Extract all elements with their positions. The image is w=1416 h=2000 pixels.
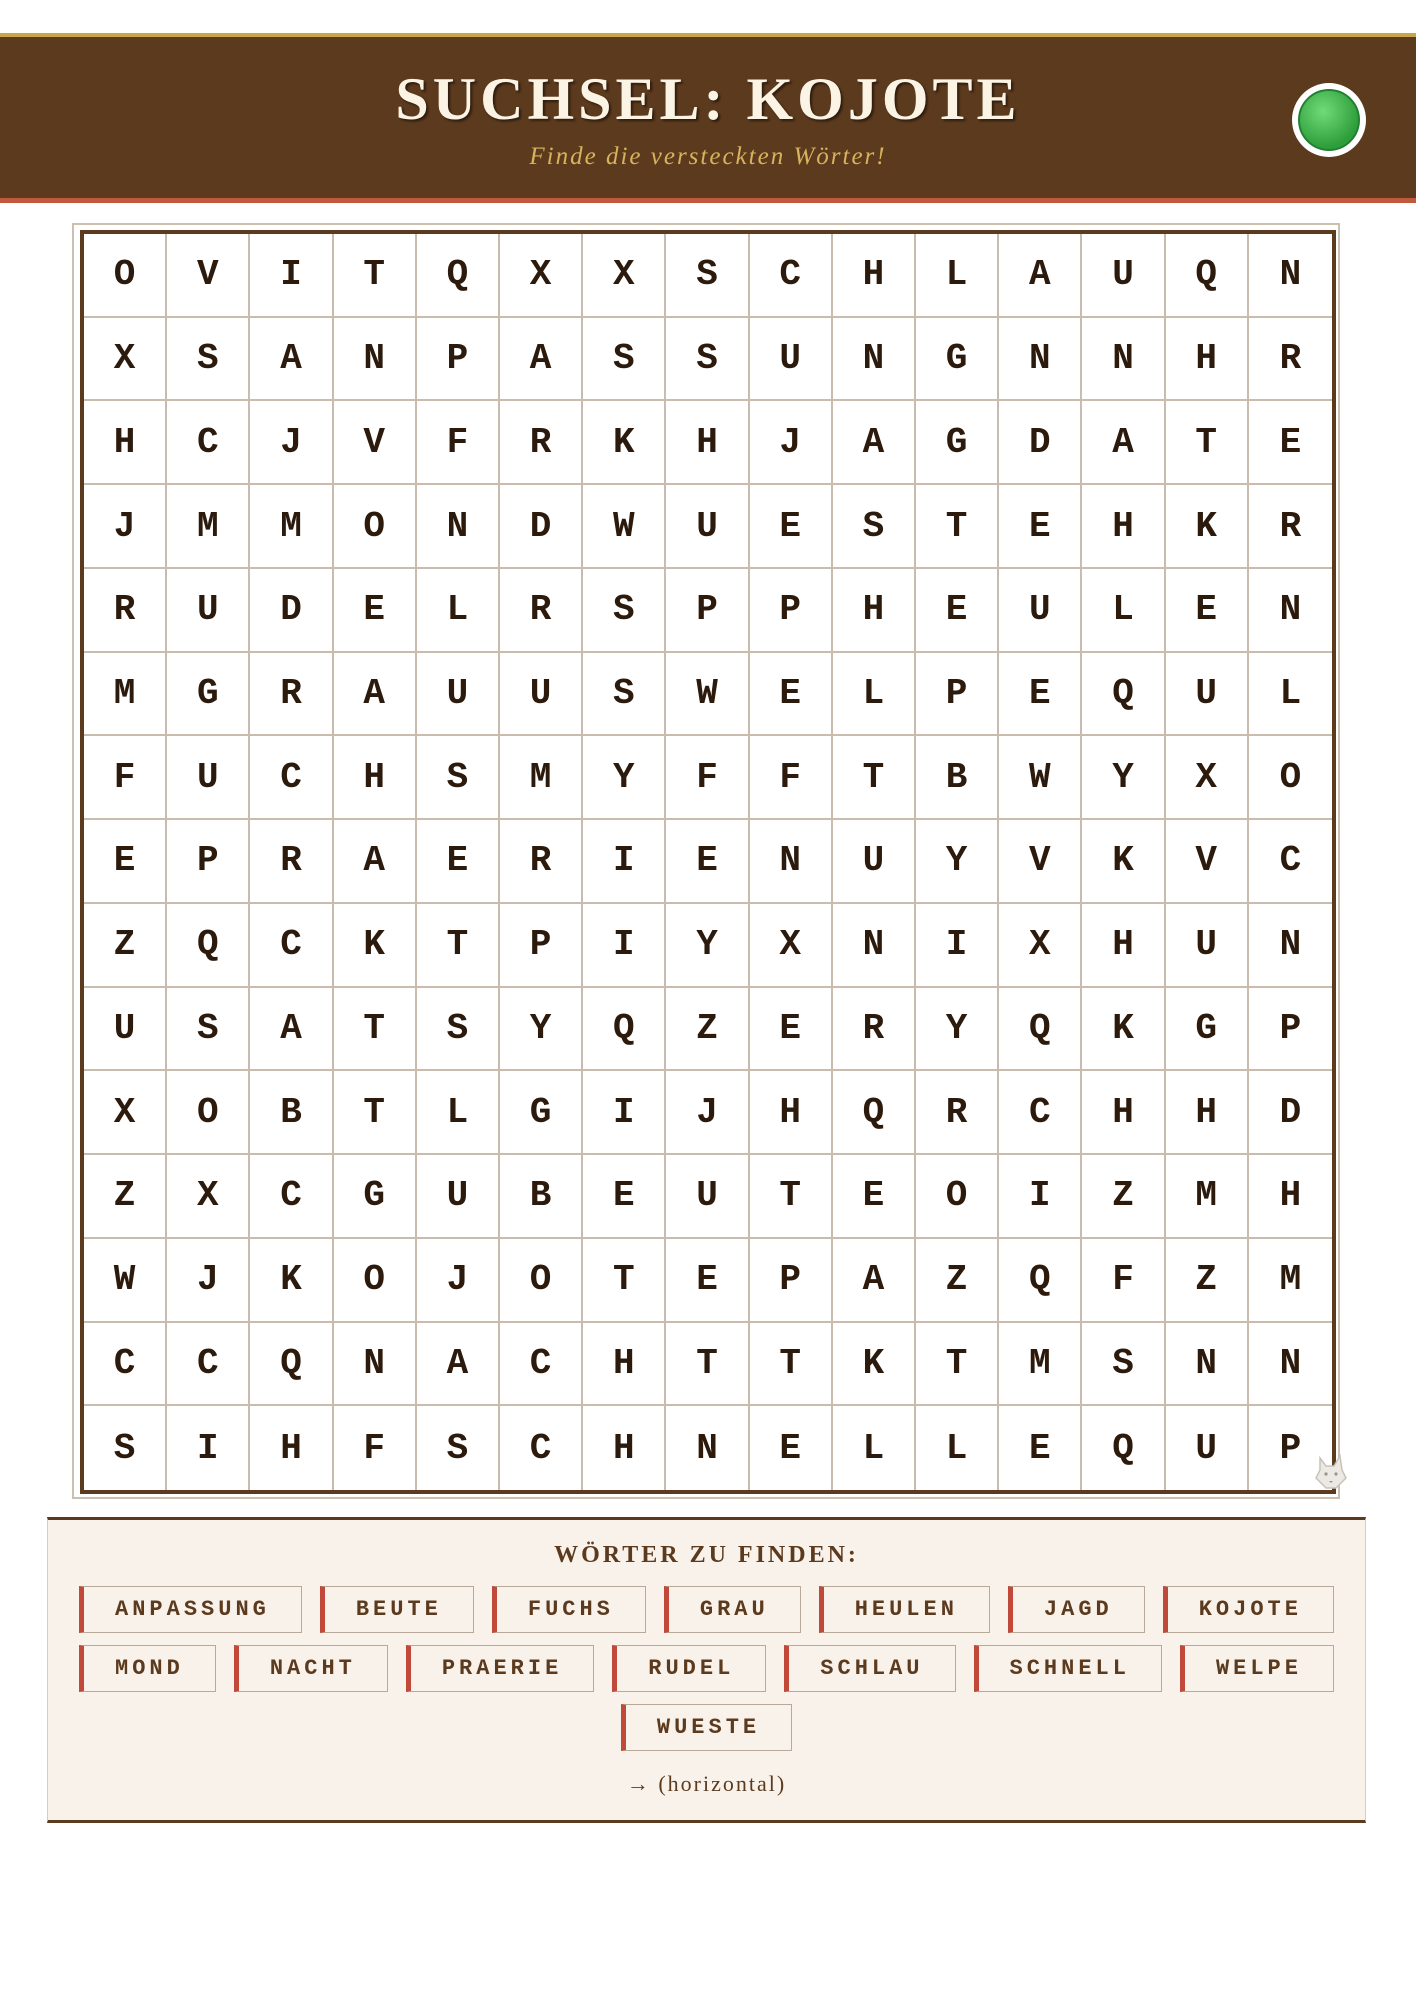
grid-cell[interactable]: X: [1166, 736, 1249, 820]
grid-cell[interactable]: O: [500, 1239, 583, 1323]
grid-cell[interactable]: A: [250, 988, 333, 1072]
grid-cell[interactable]: S: [833, 485, 916, 569]
grid-cell[interactable]: J: [417, 1239, 500, 1323]
grid-cell[interactable]: G: [500, 1071, 583, 1155]
grid-cell[interactable]: P: [1249, 988, 1332, 1072]
grid-cell[interactable]: I: [167, 1406, 250, 1490]
grid-cell[interactable]: X: [167, 1155, 250, 1239]
grid-cell[interactable]: N: [1082, 318, 1165, 402]
grid-cell[interactable]: N: [750, 820, 833, 904]
grid-cell[interactable]: A: [833, 401, 916, 485]
grid-cell[interactable]: Q: [999, 988, 1082, 1072]
grid-cell[interactable]: R: [500, 820, 583, 904]
grid-cell[interactable]: I: [250, 234, 333, 318]
grid-cell[interactable]: F: [334, 1406, 417, 1490]
grid-cell[interactable]: E: [999, 653, 1082, 737]
grid-cell[interactable]: O: [167, 1071, 250, 1155]
grid-cell[interactable]: N: [833, 904, 916, 988]
grid-cell[interactable]: P: [500, 904, 583, 988]
grid-cell[interactable]: I: [583, 820, 666, 904]
grid-cell[interactable]: S: [417, 736, 500, 820]
grid-cell[interactable]: U: [1166, 1406, 1249, 1490]
grid-cell[interactable]: L: [833, 1406, 916, 1490]
grid-cell[interactable]: E: [666, 820, 749, 904]
word-tag: SCHNELL: [974, 1645, 1162, 1692]
grid-cell[interactable]: T: [334, 988, 417, 1072]
grid-cell[interactable]: A: [250, 318, 333, 402]
grid-cell[interactable]: W: [666, 653, 749, 737]
grid-cell[interactable]: E: [999, 1406, 1082, 1490]
direction-legend: → (horizontal): [626, 1771, 787, 1796]
grid-cell[interactable]: U: [833, 820, 916, 904]
grid-cell[interactable]: U: [666, 1155, 749, 1239]
grid-cell[interactable]: X: [750, 904, 833, 988]
grid-cell[interactable]: A: [833, 1239, 916, 1323]
grid-cell[interactable]: X: [500, 234, 583, 318]
grid-cell[interactable]: S: [666, 318, 749, 402]
grid-cell[interactable]: Z: [1082, 1155, 1165, 1239]
grid-cell[interactable]: G: [916, 318, 999, 402]
word-row: [79, 1586, 1334, 1633]
grid-cell[interactable]: Q: [417, 234, 500, 318]
grid-cell[interactable]: R: [1249, 485, 1332, 569]
grid-cell[interactable]: H: [666, 401, 749, 485]
grid-cell[interactable]: O: [334, 1239, 417, 1323]
word-tag: MOND: [79, 1645, 216, 1692]
grid-cell[interactable]: E: [417, 820, 500, 904]
grid-cell[interactable]: H: [1249, 1155, 1332, 1239]
grid-cell[interactable]: C: [500, 1406, 583, 1490]
grid-cell[interactable]: I: [583, 904, 666, 988]
grid-cell[interactable]: Z: [84, 1155, 167, 1239]
page-subtitle: Finde die versteckten Wörter!: [529, 143, 887, 170]
grid-cell[interactable]: Q: [167, 904, 250, 988]
grid-cell[interactable]: Y: [916, 820, 999, 904]
grid-cell[interactable]: O: [84, 234, 167, 318]
grid-cell[interactable]: S: [583, 318, 666, 402]
grid-cell[interactable]: P: [417, 318, 500, 402]
grid-cell[interactable]: N: [1249, 1323, 1332, 1407]
grid-cell[interactable]: L: [833, 653, 916, 737]
grid-cell[interactable]: E: [833, 1155, 916, 1239]
grid-cell[interactable]: B: [250, 1071, 333, 1155]
grid-cell[interactable]: H: [1166, 1071, 1249, 1155]
grid-cell[interactable]: H: [1166, 318, 1249, 402]
grid-cell[interactable]: T: [334, 1071, 417, 1155]
grid-cell[interactable]: J: [84, 485, 167, 569]
word-tag: PRAERIE: [406, 1645, 594, 1692]
grid-cell[interactable]: N: [999, 318, 1082, 402]
grid-cell[interactable]: Y: [916, 988, 999, 1072]
grid-cell[interactable]: F: [666, 736, 749, 820]
grid-cell[interactable]: Y: [500, 988, 583, 1072]
grid-cell[interactable]: C: [84, 1323, 167, 1407]
grid-cell[interactable]: O: [334, 485, 417, 569]
grid-cell[interactable]: R: [250, 653, 333, 737]
grid-cell[interactable]: D: [1249, 1071, 1332, 1155]
grid-cell[interactable]: S: [167, 318, 250, 402]
grid-cell[interactable]: A: [417, 1323, 500, 1407]
grid-cell[interactable]: T: [334, 234, 417, 318]
grid-cell[interactable]: E: [999, 485, 1082, 569]
grid-cell[interactable]: H: [84, 401, 167, 485]
grid-cell[interactable]: T: [916, 485, 999, 569]
grid-cell[interactable]: E: [750, 485, 833, 569]
grid-cell[interactable]: M: [999, 1323, 1082, 1407]
grid-cell[interactable]: A: [500, 318, 583, 402]
grid-cell[interactable]: H: [1082, 1071, 1165, 1155]
grid-cell[interactable]: X: [999, 904, 1082, 988]
word-list-panel: [47, 1517, 1366, 1823]
grid-cell[interactable]: S: [583, 653, 666, 737]
grid-cell[interactable]: L: [1249, 653, 1332, 737]
wolf-head-icon: [1312, 1452, 1348, 1492]
grid-cell[interactable]: D: [500, 485, 583, 569]
grid-cell[interactable]: U: [1082, 234, 1165, 318]
grid-cell[interactable]: T: [583, 1239, 666, 1323]
grid-cell[interactable]: Q: [250, 1323, 333, 1407]
grid-cell[interactable]: N: [1249, 569, 1332, 653]
grid-cell[interactable]: U: [167, 569, 250, 653]
grid-cell[interactable]: V: [1166, 820, 1249, 904]
grid-cell[interactable]: C: [250, 736, 333, 820]
grid-cell[interactable]: E: [583, 1155, 666, 1239]
grid-cell[interactable]: Z: [666, 988, 749, 1072]
grid-cell[interactable]: I: [916, 904, 999, 988]
grid-cell[interactable]: J: [167, 1239, 250, 1323]
grid-cell[interactable]: F: [84, 736, 167, 820]
grid-cell[interactable]: P: [750, 1239, 833, 1323]
grid-cell[interactable]: E: [1166, 569, 1249, 653]
grid-cell[interactable]: S: [167, 988, 250, 1072]
letter-grid: [84, 234, 1332, 1490]
word-tag: NACHT: [234, 1645, 388, 1692]
grid-cell[interactable]: P: [666, 569, 749, 653]
grid-cell[interactable]: C: [250, 1155, 333, 1239]
grid-cell[interactable]: E: [84, 820, 167, 904]
grid-cell[interactable]: I: [999, 1155, 1082, 1239]
grid-cell[interactable]: Z: [1166, 1239, 1249, 1323]
grid-cell[interactable]: G: [1166, 988, 1249, 1072]
grid-cell[interactable]: Y: [1082, 736, 1165, 820]
grid-cell[interactable]: N: [417, 485, 500, 569]
grid-cell[interactable]: F: [417, 401, 500, 485]
grid-cell[interactable]: A: [334, 820, 417, 904]
grid-cell[interactable]: M: [84, 653, 167, 737]
grid-cell[interactable]: N: [1249, 904, 1332, 988]
word-row: [79, 1645, 1334, 1692]
grid-cell[interactable]: Z: [916, 1239, 999, 1323]
grid-cell[interactable]: F: [750, 736, 833, 820]
word-tag: JAGD: [1008, 1586, 1145, 1633]
grid-cell[interactable]: F: [1082, 1239, 1165, 1323]
page-title: SUCHSEL: KOJOTE: [395, 66, 1021, 132]
grid-cell[interactable]: S: [583, 569, 666, 653]
grid-cell[interactable]: M: [250, 485, 333, 569]
grid-cell[interactable]: S: [417, 1406, 500, 1490]
grid-cell[interactable]: N: [1249, 234, 1332, 318]
grid-cell[interactable]: B: [916, 736, 999, 820]
grid-cell[interactable]: M: [167, 485, 250, 569]
grid-cell[interactable]: E: [750, 1406, 833, 1490]
grid-cell[interactable]: U: [1166, 653, 1249, 737]
grid-cell[interactable]: E: [750, 988, 833, 1072]
grid-cell[interactable]: H: [583, 1323, 666, 1407]
puzzle-frame: [72, 223, 1340, 1499]
grid-cell[interactable]: J: [750, 401, 833, 485]
grid-cell[interactable]: C: [167, 1323, 250, 1407]
grid-cell[interactable]: U: [167, 736, 250, 820]
grid-cell[interactable]: G: [916, 401, 999, 485]
grid-cell[interactable]: I: [583, 1071, 666, 1155]
grid-cell[interactable]: Q: [583, 988, 666, 1072]
grid-cell[interactable]: R: [833, 988, 916, 1072]
grid-cell[interactable]: P: [167, 820, 250, 904]
grid-cell[interactable]: P: [1279, 1427, 1302, 1469]
word-tag: ANPASSUNG: [79, 1586, 302, 1633]
grid-cell[interactable]: K: [1082, 820, 1165, 904]
grid-cell[interactable]: Q: [1082, 1406, 1165, 1490]
grid-cell[interactable]: A: [334, 653, 417, 737]
grid-cell[interactable]: W: [84, 1239, 167, 1323]
grid-cell[interactable]: W: [999, 736, 1082, 820]
grid-cell[interactable]: N: [833, 318, 916, 402]
grid-cell[interactable]: H: [250, 1406, 333, 1490]
grid-cell[interactable]: K: [334, 904, 417, 988]
word-list-heading: WÖRTER ZU FINDEN:: [554, 1542, 859, 1568]
grid-cell[interactable]: H: [750, 1071, 833, 1155]
grid-cell[interactable]: E: [334, 569, 417, 653]
grid-cell[interactable]: K: [833, 1323, 916, 1407]
grid-cell[interactable]: X: [84, 318, 167, 402]
grid-cell[interactable]: B: [500, 1155, 583, 1239]
grid-cell[interactable]: Q: [1166, 234, 1249, 318]
grid-cell[interactable]: D: [250, 569, 333, 653]
word-tag: SCHLAU: [784, 1645, 955, 1692]
grid-cell[interactable]: U: [417, 653, 500, 737]
grid-cell[interactable]: A: [1082, 401, 1165, 485]
grid-cell[interactable]: U: [84, 988, 167, 1072]
grid-cell[interactable]: W: [583, 485, 666, 569]
grid-cell[interactable]: S: [84, 1406, 167, 1490]
grid-cell[interactable]: Z: [84, 904, 167, 988]
grid-cell[interactable]: S: [666, 234, 749, 318]
grid-cell[interactable]: J: [666, 1071, 749, 1155]
grid-cell[interactable]: S: [417, 988, 500, 1072]
grid-cell[interactable]: M: [500, 736, 583, 820]
grid-cell[interactable]: J: [250, 401, 333, 485]
grid-cell[interactable]: R: [250, 820, 333, 904]
grid-cell[interactable]: S: [1082, 1323, 1165, 1407]
word-tag: HEULEN: [819, 1586, 990, 1633]
grid-cell[interactable]: C: [167, 401, 250, 485]
grid-cell[interactable]: U: [1166, 904, 1249, 988]
grid-cell[interactable]: E: [750, 653, 833, 737]
grid-cell[interactable]: C: [500, 1323, 583, 1407]
grid-cell[interactable]: T: [750, 1155, 833, 1239]
grid-cell[interactable]: Y: [666, 904, 749, 988]
grid-cell[interactable]: L: [417, 1071, 500, 1155]
grid-cell[interactable]: X: [84, 1071, 167, 1155]
grid-cell[interactable]: M: [1249, 1239, 1332, 1323]
grid-cell[interactable]: T: [833, 736, 916, 820]
grid-cell[interactable]: U: [417, 1155, 500, 1239]
grid-cell[interactable]: C: [1249, 820, 1332, 904]
grid-cell[interactable]: D: [999, 401, 1082, 485]
word-tag: FUCHS: [492, 1586, 646, 1633]
grid-cell[interactable]: K: [583, 401, 666, 485]
grid-cell[interactable]: Q: [999, 1239, 1082, 1323]
grid-cell[interactable]: C: [999, 1071, 1082, 1155]
grid-cell[interactable]: G: [334, 1155, 417, 1239]
grid-cell[interactable]: T: [666, 1323, 749, 1407]
puzzle-border: [80, 230, 1336, 1494]
grid-cell[interactable]: M: [1166, 1155, 1249, 1239]
grid-cell[interactable]: V: [167, 234, 250, 318]
grid-cell[interactable]: E: [1249, 401, 1332, 485]
grid-cell[interactable]: N: [1166, 1323, 1249, 1407]
grid-cell[interactable]: U: [999, 569, 1082, 653]
grid-cell[interactable]: R: [500, 401, 583, 485]
word-tag: WUESTE: [621, 1704, 792, 1751]
grid-cell[interactable]: P: [916, 653, 999, 737]
grid-cell[interactable]: P: [750, 569, 833, 653]
grid-cell[interactable]: N: [334, 1323, 417, 1407]
grid-cell[interactable]: R: [1249, 318, 1332, 402]
grid-cell[interactable]: N: [334, 318, 417, 402]
grid-cell[interactable]: R: [500, 569, 583, 653]
grid-cell[interactable]: V: [999, 820, 1082, 904]
grid-cell[interactable]: T: [1166, 401, 1249, 485]
word-tag: BEUTE: [320, 1586, 474, 1633]
grid-cell[interactable]: X: [583, 234, 666, 318]
grid-cell[interactable]: U: [666, 485, 749, 569]
grid-cell[interactable]: H: [1082, 904, 1165, 988]
grid-cell[interactable]: K: [1082, 988, 1165, 1072]
grid-cell[interactable]: H: [833, 569, 916, 653]
grid-cell[interactable]: C: [250, 904, 333, 988]
grid-cell[interactable]: T: [916, 1323, 999, 1407]
grid-cell[interactable]: H: [583, 1406, 666, 1490]
grid-cell[interactable]: Q: [833, 1071, 916, 1155]
grid-cell[interactable]: L: [916, 234, 999, 318]
grid-cell[interactable]: H: [334, 736, 417, 820]
grid-cell[interactable]: L: [1082, 569, 1165, 653]
grid-cell[interactable]: L: [417, 569, 500, 653]
grid-cell[interactable]: A: [999, 234, 1082, 318]
grid-cell[interactable]: H: [833, 234, 916, 318]
grid-cell[interactable]: T: [417, 904, 500, 988]
status-indicator: [1292, 83, 1366, 157]
grid-cell[interactable]: U: [750, 318, 833, 402]
grid-cell[interactable]: Y: [583, 736, 666, 820]
grid-cell[interactable]: L: [916, 1406, 999, 1490]
grid-cell[interactable]: H: [1082, 485, 1165, 569]
grid-cell[interactable]: V: [334, 401, 417, 485]
grid-cell[interactable]: T: [750, 1323, 833, 1407]
grid-cell[interactable]: N: [666, 1406, 749, 1490]
grid-cell[interactable]: C: [750, 234, 833, 318]
grid-cell[interactable]: E: [666, 1239, 749, 1323]
grid-cell[interactable]: R: [84, 569, 167, 653]
word-tag: RUDEL: [612, 1645, 766, 1692]
grid-cell[interactable]: K: [1166, 485, 1249, 569]
grid-cell[interactable]: G: [167, 653, 250, 737]
word-tag: WELPE: [1180, 1645, 1334, 1692]
word-row: [621, 1704, 792, 1751]
grid-cell[interactable]: K: [250, 1239, 333, 1323]
page-header: [0, 33, 1416, 203]
word-tag: GRAU: [664, 1586, 801, 1633]
grid-cell[interactable]: O: [1249, 736, 1332, 820]
green-dot-icon: [1298, 89, 1360, 151]
grid-cell[interactable]: Q: [1082, 653, 1165, 737]
grid-cell[interactable]: R: [916, 1071, 999, 1155]
grid-cell[interactable]: E: [916, 569, 999, 653]
grid-cell[interactable]: O: [916, 1155, 999, 1239]
word-list: [48, 1586, 1365, 1751]
grid-cell[interactable]: U: [500, 653, 583, 737]
word-tag: KOJOTE: [1163, 1586, 1334, 1633]
